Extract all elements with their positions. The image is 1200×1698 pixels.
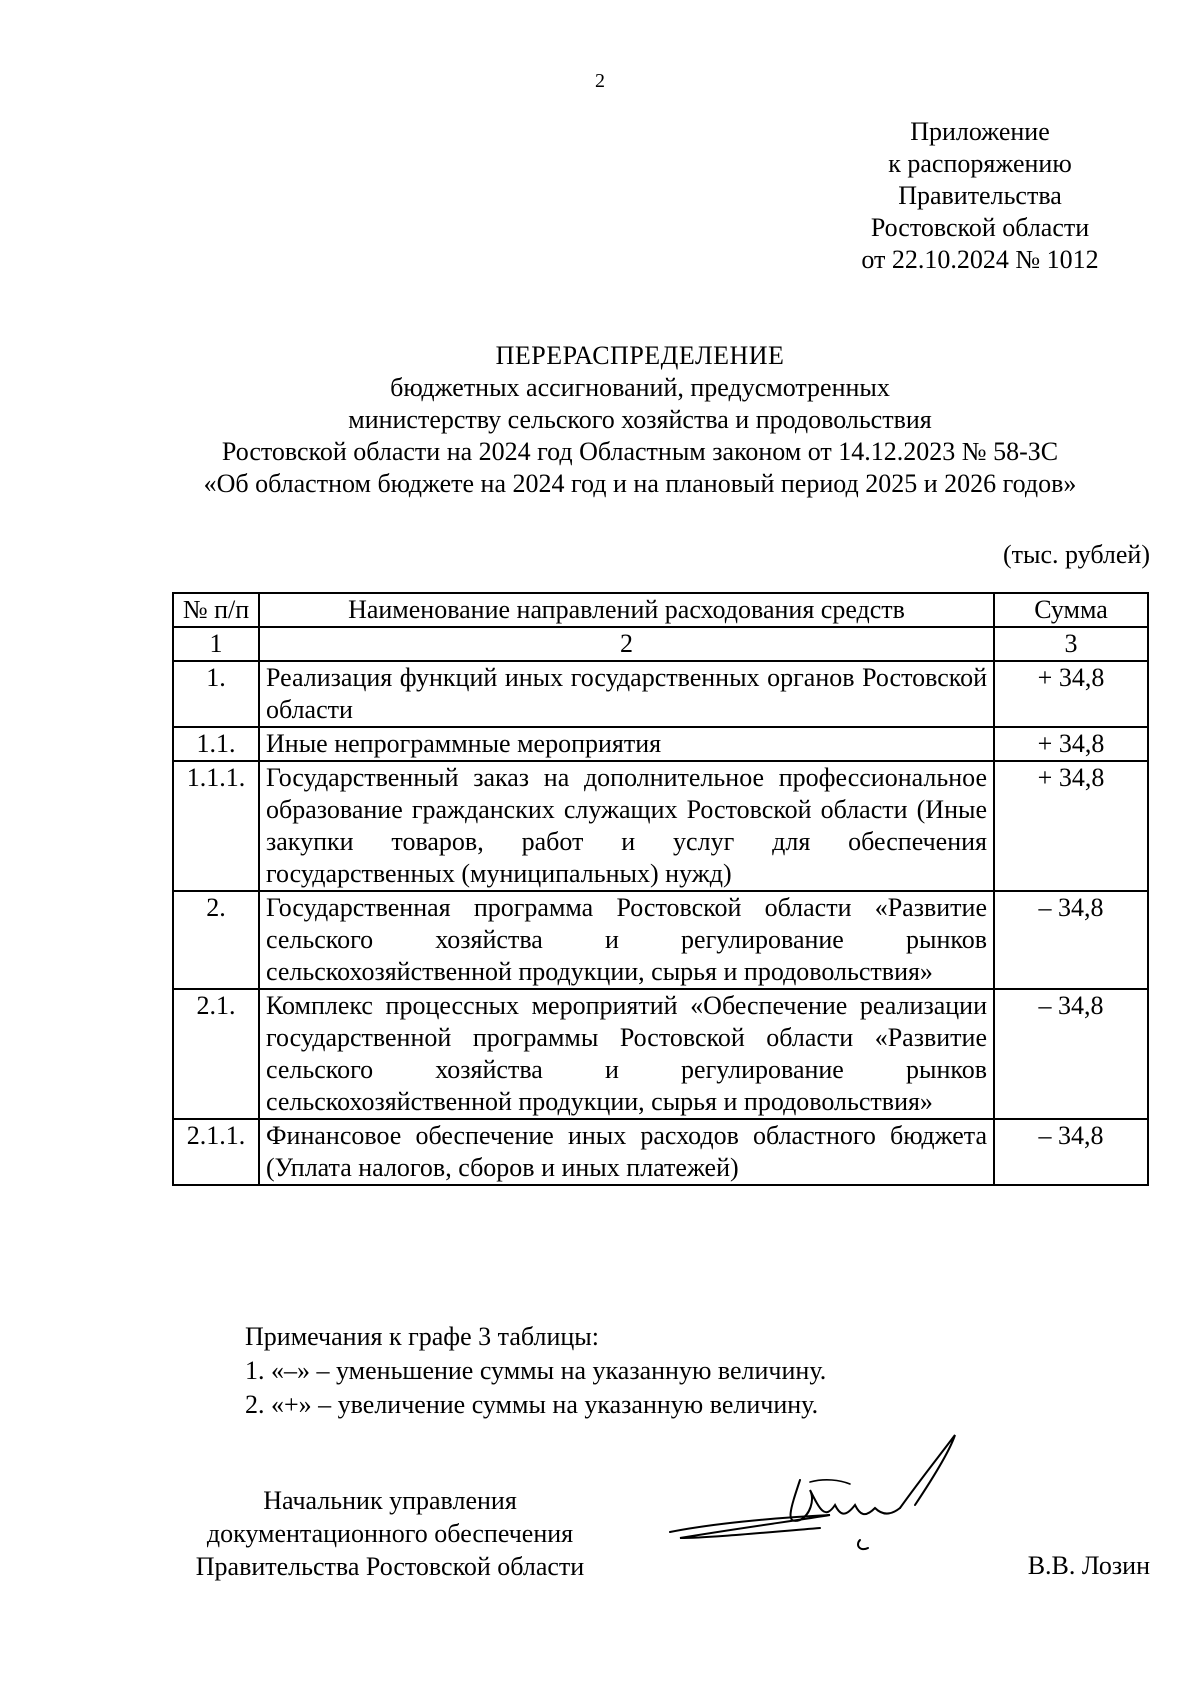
units-label: (тыс. рублей) [1002, 540, 1150, 569]
signatory-name: В.В. Лозин [1027, 1551, 1150, 1580]
table-row [173, 661, 1148, 727]
title-line: «Об областном бюджете на 2024 год и на плановый период 2025 и 2026 годов» [203, 469, 1077, 498]
row-sum: – 34,8 [994, 1119, 1148, 1185]
position-line: документационного обеспечения [206, 1519, 574, 1548]
table-row [173, 1119, 1148, 1185]
row-sum: – 34,8 [994, 989, 1148, 1119]
row-name: Государственная программа Ростовской области «Развитие сельского хозяйства и регулирование рынков сельскохозяйственной продукции, сырья и продовольствия» [259, 891, 994, 989]
appendix-date-line: от 22.10.2024 № 1012 [861, 245, 1099, 274]
row-sum: + 34,8 [994, 761, 1148, 891]
row-name: Финансовое обеспечение иных расходов областного бюджета (Уплата налогов, сборов и иных платежей) [259, 1119, 994, 1185]
position-line: Начальник управления [263, 1486, 517, 1515]
appendix-line: к распоряжению [888, 149, 1072, 178]
column-number: 3 [994, 627, 1148, 661]
position-line: Правительства Ростовской области [195, 1552, 585, 1581]
table-row [173, 727, 1148, 761]
row-num: 1.1.1. [173, 761, 259, 891]
appendix-line: Ростовской области [870, 213, 1090, 242]
document-title [120, 340, 1160, 500]
row-sum: + 34,8 [994, 661, 1148, 727]
table-row [173, 891, 1148, 989]
row-num: 2. [173, 891, 259, 989]
column-numbers-row [173, 627, 1148, 661]
notes-block [245, 1320, 1045, 1422]
note-item: 1. «–» – уменьшение суммы на указанную величину. [245, 1356, 827, 1385]
column-number: 1 [173, 627, 259, 661]
header-sum: Сумма [994, 593, 1148, 627]
page-number: 2 [595, 70, 605, 92]
appendix-block [810, 116, 1150, 276]
row-sum: – 34,8 [994, 891, 1148, 989]
row-num: 1. [173, 661, 259, 727]
title-main: ПЕРЕРАСПРЕДЕЛЕНИЕ [495, 341, 785, 370]
row-sum: + 34,8 [994, 727, 1148, 761]
row-name: Иные непрограммные мероприятия [259, 727, 994, 761]
table-row [173, 989, 1148, 1119]
row-num: 2.1. [173, 989, 259, 1119]
header-name: Наименование направлений расходования средств [259, 593, 994, 627]
appendix-line: Правительства [898, 181, 1062, 210]
title-line: бюджетных ассигнований, предусмотренных [390, 373, 890, 402]
budget-table [172, 592, 1149, 1186]
table-header-row [173, 593, 1148, 627]
note-item: 2. «+» – увеличение суммы на указанную величину. [245, 1390, 819, 1419]
title-line: Ростовской области на 2024 год Областным законом от 14.12.2023 № 58-ЗС [221, 437, 1059, 466]
appendix-line: Приложение [910, 117, 1050, 146]
notes-heading: Примечания к графе 3 таблицы: [245, 1322, 599, 1351]
table-row [173, 761, 1148, 891]
row-name: Реализация функций иных государственных органов Ростовской области [259, 661, 994, 727]
row-name: Государственный заказ на дополнительное профессиональное образование гражданских служащих Ростовской области (Иные закупки товаров, работ и услуг для обеспечения государственных (муниципальных) нужд) [259, 761, 994, 891]
handwritten-signature [650, 1420, 980, 1560]
signatory-position [170, 1484, 610, 1583]
title-line: министерству сельского хозяйства и продовольствия [348, 405, 932, 434]
column-number: 2 [259, 627, 994, 661]
row-num: 2.1.1. [173, 1119, 259, 1185]
row-num: 1.1. [173, 727, 259, 761]
header-num: № п/п [173, 593, 259, 627]
row-name: Комплекс процессных мероприятий «Обеспечение реализации государственной программы Ростовской области «Развитие сельского хозяйства и регулирование рынков сельскохозяйственной продукции, сырья и продовольствия» [259, 989, 994, 1119]
